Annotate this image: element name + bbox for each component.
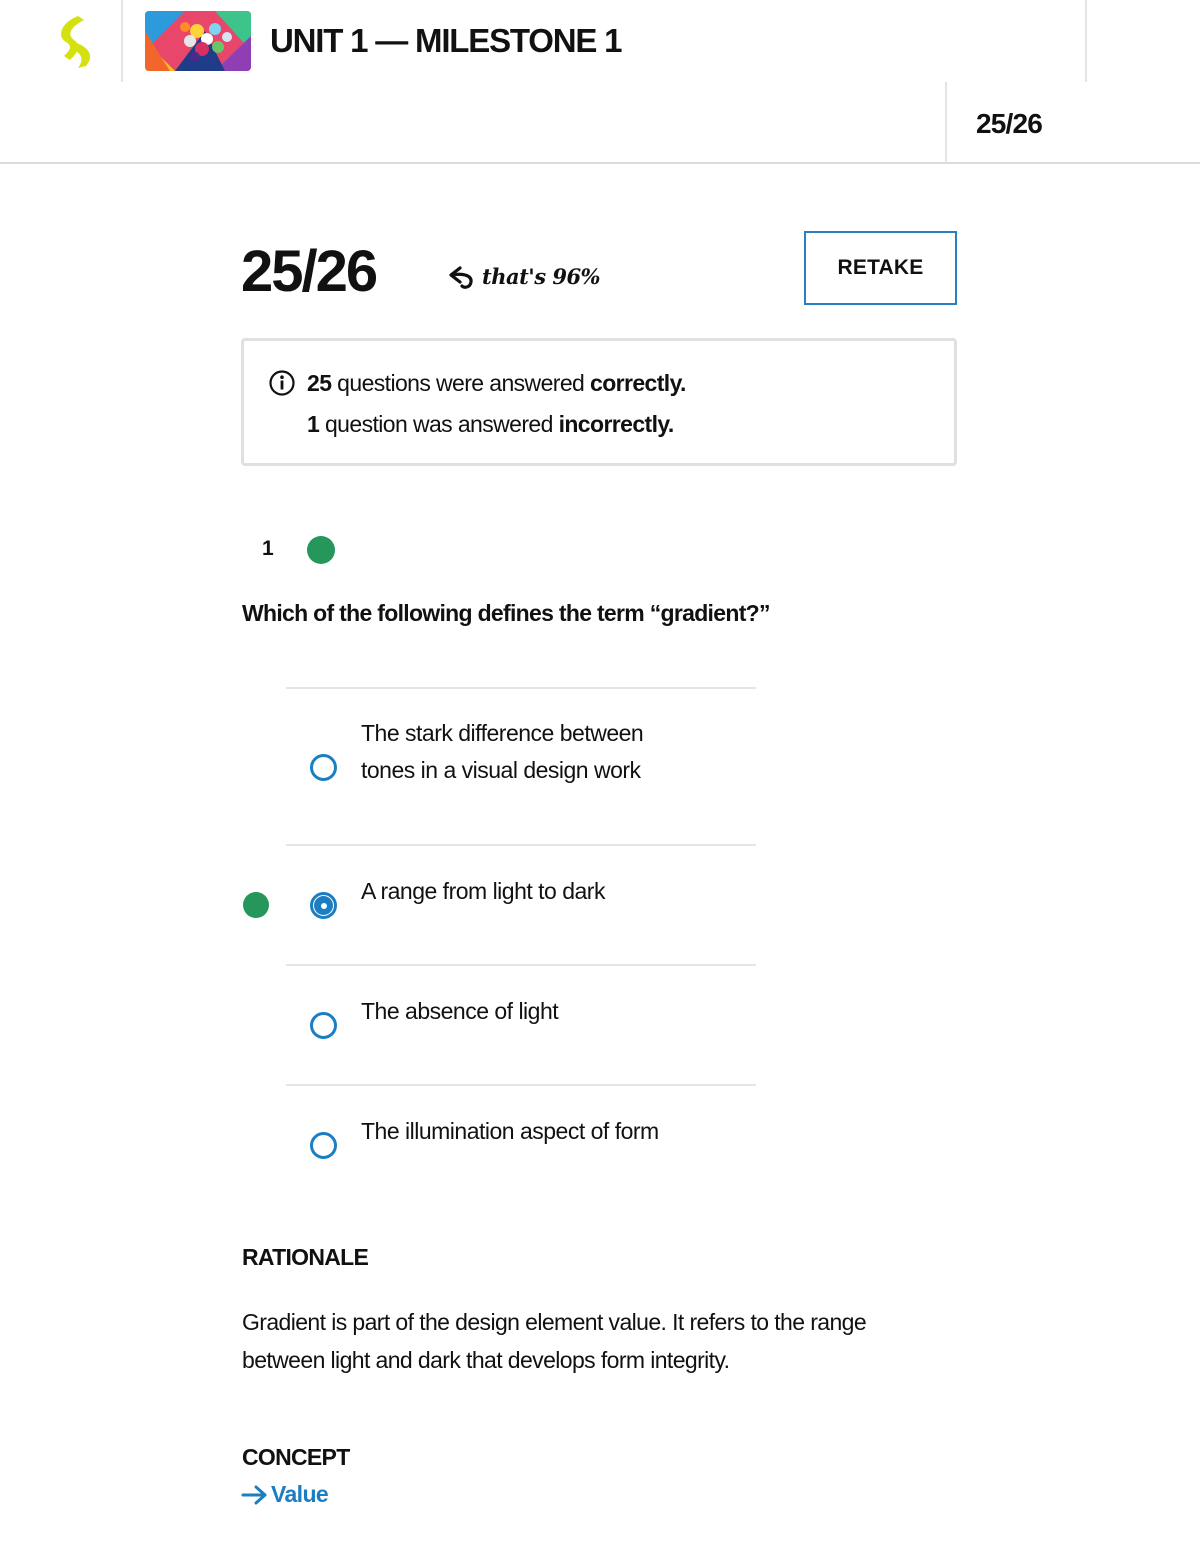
- percent-note: [446, 262, 600, 290]
- course-thumbnail[interactable]: [145, 11, 251, 71]
- info-icon: [268, 369, 296, 397]
- unit-title: UNIT 1 — MILESTONE 1: [270, 22, 622, 59]
- answer-option[interactable]: [286, 1084, 756, 1184]
- score-strip: [0, 82, 1200, 164]
- results-summary: [241, 338, 957, 466]
- answer-option-text: The absence of light: [361, 998, 559, 1024]
- retake-button[interactable]: RETAKE: [804, 231, 957, 305]
- strip-divider: [945, 82, 947, 162]
- question-text: Which of the following defines the term “gradient?”: [242, 600, 770, 626]
- curved-arrow-icon: [446, 262, 478, 290]
- incorrect-count: 1: [307, 411, 320, 437]
- correct-summary: [307, 370, 686, 397]
- question-correct-indicator: [307, 536, 335, 564]
- rationale-text: Gradient is part of the design element value. It refers to the range between light and dark that develops form integrity.: [242, 1309, 867, 1373]
- radio-button[interactable]: [310, 754, 337, 781]
- correct-summary-text: questions were answered: [331, 370, 590, 396]
- concept-link[interactable]: [241, 1481, 328, 1508]
- correct-word: correctly.: [590, 370, 686, 396]
- rationale-heading: RATIONALE: [242, 1244, 369, 1270]
- question-number: 1: [262, 537, 274, 560]
- incorrect-summary-text: question was answered: [319, 411, 559, 437]
- concept-link-text: Value: [271, 1481, 329, 1507]
- answer-option-text: The illumination aspect of form: [361, 1118, 659, 1144]
- header-right-divider: [1085, 0, 1087, 82]
- answer-option-selected[interactable]: [286, 844, 756, 965]
- header-score: 25/26: [976, 108, 1043, 139]
- concept-heading: CONCEPT: [242, 1444, 350, 1470]
- answer-option[interactable]: [286, 687, 756, 845]
- radio-button[interactable]: [310, 1132, 337, 1159]
- incorrect-word: incorrectly.: [558, 411, 674, 437]
- arrow-right-icon: [241, 1484, 269, 1506]
- correct-count: 25: [307, 370, 332, 396]
- radio-button[interactable]: [310, 1012, 337, 1039]
- percent-note-text: that's 96%: [482, 263, 601, 289]
- answer-option[interactable]: [286, 964, 756, 1085]
- answer-option-text: The stark difference between tones in a visual design work: [361, 720, 644, 783]
- result-score: 25/26: [241, 239, 377, 304]
- radio-button-selected[interactable]: [310, 892, 337, 919]
- answer-option-text: A range from light to dark: [361, 878, 605, 904]
- top-header: [0, 0, 1200, 82]
- incorrect-summary: [307, 411, 674, 438]
- sophia-logo-icon[interactable]: [52, 12, 100, 72]
- header-divider: [121, 0, 123, 82]
- correct-answer-marker: [243, 892, 269, 918]
